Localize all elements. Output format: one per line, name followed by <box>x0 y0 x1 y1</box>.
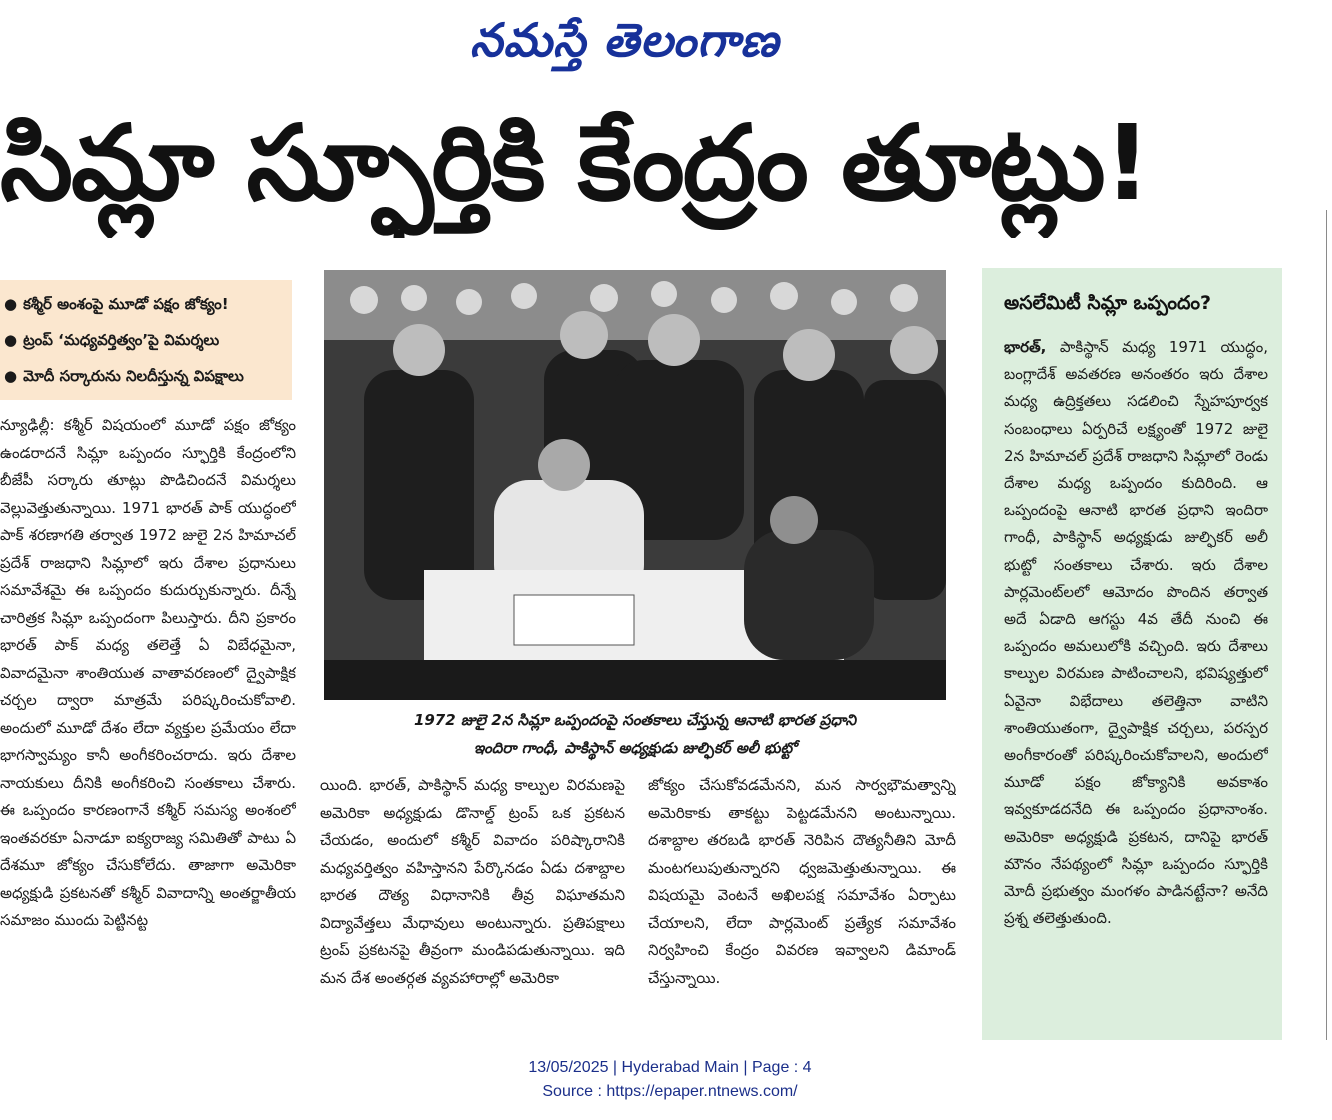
news-photo <box>324 270 946 700</box>
footer <box>420 1056 920 1104</box>
footer-source-link[interactable]: Source : https://epaper.ntnews.com/ <box>542 1083 798 1100</box>
article-column-left <box>0 412 296 1032</box>
sidebar-title: అసలేమిటీ సిమ్లా ఒప్పందం? <box>1004 292 1212 314</box>
caption-line: ఇందిరా గాంధీ, పాకిస్థాన్ అధ్యక్షుడు జుల్ఫికర్ అలీ భుట్టో <box>473 739 797 757</box>
highlight-item <box>0 358 292 394</box>
masthead-logo: నమస్తే తెలంగాణ <box>470 13 780 67</box>
highlight-text: మోదీ సర్కారును నిలదీస్తున్న విపక్షాలు <box>23 367 244 385</box>
footer-date-edition: 13/05/2025 | Hyderabad Main | Page : 4 <box>528 1059 812 1076</box>
bullet-icon: ● <box>4 331 18 349</box>
highlight-text: ట్రంప్ ‘మధ్యవర్తిత్వం’పై విమర్శలు <box>23 331 220 349</box>
article-text: జోక్యం చేసుకోవడమేనని, మన సార్వభౌమత్వాన్ని అమెరికాకు తాకట్టు పెట్టడమేనని అంటున్నాయి. దశాబ్దాల తరబడి భారత్ నెరిపిన దౌత్యనీతిని మోదీ మంటగలుపుతున్నారని ధ్వజమెత్తుతున్నాయి. ఈ విషయమై వెంటనే అఖిలపక్ష సమావేశం ఏర్పాటు చేయాలని, లేదా పార్లమెంట్ ప్రత్యేక సమావేశం నిర్వహించి కేంద్రం వివరణ ఇవ్వాలని డిమాండ్ చేస్తున్నాయి. <box>648 776 956 987</box>
headline: సిమ్లా స్ఫూర్తికి కేంద్రం తూట్లు! <box>0 102 1150 224</box>
sidebar-lead: భారత్, <box>1004 338 1047 356</box>
sidebar-box <box>982 268 1282 1040</box>
column-divider <box>1326 210 1327 1040</box>
photo-illustration <box>324 270 946 700</box>
sidebar-text: పాకిస్థాన్ మధ్య 1971 యుద్ధం, బంగ్లాదేశ్ అవతరణ అనంతరం ఇరు దేశాల మధ్య ఉద్రిక్తతలు సడలించి స్నేహపూర్వక సంబంధాలు ఏర్పరిచే లక్ష్యంతో 1972 జులై 2న హిమాచల్ ప్రదేశ్ రాజధాని సిమ్లాలో రెండు దేశాల మధ్య ఒప్పందం కుదిరింది. ఆ ఒప్పందంపై ఆనాటి భారత ప్రధాని ఇందిరా గాంధీ, పాకిస్థాన్ అధ్యక్షుడు జుల్ఫికర్ అలీ భుట్టో సంతకాలు చేశారు. ఇరు దేశాల పార్లమెంట్‌లలో ఆమోదం పొందిన తర్వాత అదే ఏడాది ఆగస్టు 4వ తేదీ నుంచి ఈ ఒప్పందం అమలులోకి వచ్చింది. ఇరు దేశాలు కాల్పుల విరమణ పాటించాలని, భవిష్యత్తులో ఏవైనా విభేదాలు తలెత్తినా వాటిని శాంతియుతంగా, ద్వైపాక్షిక చర్చలు, పరస్పర అంగీకారంతో పరిష్కరించుకోవాలని, అందులో మూడో పక్షం జోక్యానికి అవకాశం ఇవ్వకూడదనేది ఈ ఒప్పందం ప్రధానాంశం. అమెరికా అధ్యక్షుడి ప్రకటన, దానిపై భారత్ మౌనం నేపథ్యంలో సిమ్లా ఒప్పందం స్ఫూర్తికి మోదీ ప్రభుత్వం మంగళం పాడినట్టేనా? అనేది ప్రశ్న తలెత్తుతుంది. <box>1004 338 1268 928</box>
article-column-right <box>648 772 956 1032</box>
caption-line: 1972 జులై 2న సిమ్లా ఒప్పందంపై సంతకాలు చేస్తున్న ఆనాటి భారత ప్రధాని <box>413 711 857 729</box>
highlight-item <box>0 322 292 358</box>
article-column-middle <box>320 772 625 1032</box>
article-text: యింది. భారత్, పాకిస్థాన్ మధ్య కాల్పుల విరమణపై అమెరికా అధ్యక్షుడు డొనాల్డ్ ట్రంప్ ఒక ప్రకటన చేయడం, అందులో కశ్మీర్ వివాదం పరిష్కారానికి మధ్యవర్తిత్వం వహిస్తానని పేర్కొనడం ఏడు దశాబ్దాల భారత దౌత్య విధానానికి తీవ్ర విఘాతమని విద్యావేత్తలు మేధావులు అంటున్నారు. ప్రతిపక్షాలు ట్రంప్ ప్రకటనపై తీవ్రంగా మండిపడుతున్నాయి. ఇది మన దేశ అంతర్గత వ్యవహారాల్లో అమెరికా <box>320 776 625 987</box>
highlight-item <box>0 286 292 322</box>
article-text: న్యూఢిల్లీ: కశ్మీర్ విషయంలో మూడో పక్షం జోక్యం ఉండరాదనే సిమ్లా ఒప్పందం స్ఫూర్తికి కేంద్రంలోని బీజేపీ సర్కారు తూట్లు పొడిచిందనే విమర్శలు వెల్లువెత్తుతున్నాయి. 1971 భారత్ పాక్ యుద్ధంలో పాక్ శరణాగతి తర్వాత 1972 జులై 2న హిమాచల్ ప్రదేశ్ రాజధాని సిమ్లాలో ఇరు దేశాల ప్రధానులు సమావేశమై ఈ ఒప్పందం కుదుర్చుకున్నారు. దీన్నే చారిత్రక సిమ్లా ఒప్పందంగా పిలుస్తారు. దీని ప్రకారం భారత్ పాక్ మధ్య తలెత్తే ఏ విబేధమైనా, వివాదమైనా శాంతియుత వాతావరణంలో ద్వైపాక్షిక చర్చల ద్వారా మాత్రమే పరిష్కరించుకోవాలి. అందులో మూడో దేశం లేదా వ్యక్తుల ప్రమేయం లేదా భాగస్వామ్యం కానీ అంగీకరించరాదు. ఇరు దేశాల నాయకులు దీనికి అంగీకరించి సంతకాలు చేశారు. ఈ ఒప్పందం కారణంగానే కశ్మీర్ సమస్య అంశంలో ఇంతవరకూ ఏనాడూ ఐక్యరాజ్య సమితితో పాటు ఏ దేశమూ జోక్యం చేసుకోలేదు. తాజాగా అమెరికా అధ్యక్షుడి ప్రకటనతో కశ్మీర్ వివాదాన్ని అంతర్జాతీయ సమాజం ముందు పెట్టినట్ట <box>0 416 296 929</box>
highlights-box <box>0 280 292 400</box>
bullet-icon: ● <box>4 295 18 313</box>
highlight-text: కశ్మీర్ అంశంపై మూడో పక్షం జోక్యం! <box>23 295 229 313</box>
photo-caption <box>324 706 946 766</box>
sidebar-body <box>1004 334 1268 1014</box>
bullet-icon: ● <box>4 367 18 385</box>
